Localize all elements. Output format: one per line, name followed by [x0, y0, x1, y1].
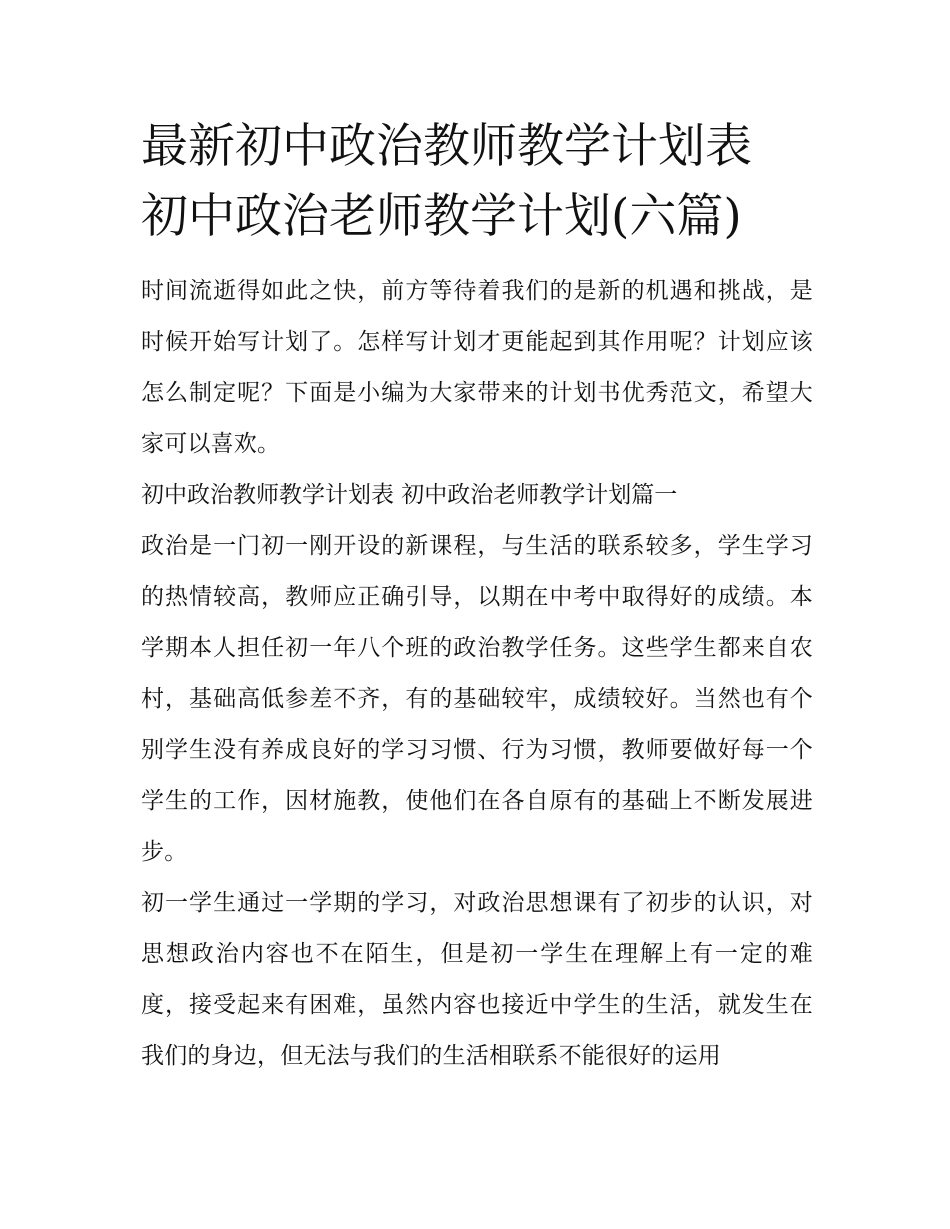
document-title: [141, 112, 813, 252]
section-heading: 初中政治教师教学计划表 初中政治老师教学计划篇一: [141, 482, 678, 508]
title-line-2: 初中政治老师教学计划(六篇): [141, 189, 742, 244]
title-line-1: 最新初中政治教师教学计划表: [141, 119, 752, 174]
body-paragraph-2: 初一学生通过一学期的学习，对政治思想课有了初步的认识，对思想政治内容也不在陌生，但是初一学生在理解上有一定的难度，接受起来有困难，虽然内容也接近中学生的生活，就发生在我们的身边，但无法与我们的生活相联系不能很好的运用: [141, 890, 813, 1069]
intro-paragraph: 时间流逝得如此之快，前方等待着我们的是新的机遇和挑战，是时候开始写计划了。怎样写计划才更能起到其作用呢？计划应该怎么制定呢？下面是小编为大家带来的计划书优秀范文，希望大家可以喜欢。: [141, 278, 813, 457]
document-body: [141, 266, 813, 1082]
body-paragraph-1: 政治是一门初一刚开设的新课程，与生活的联系较多，学生学习的热情较高，教师应正确引导，以期在中考中取得好的成绩。本学期本人担任初一年八个班的政治教学任务。这些学生都来自农村，基础高低参差不齐，有的基础较牢，成绩较好。当然也有个别学生没有养成良好的学习习惯、行为习惯，教师要做好每一个学生的工作，因材施教，使他们在各自原有的基础上不断发展进步。: [141, 533, 813, 865]
document-content: [141, 112, 813, 1082]
